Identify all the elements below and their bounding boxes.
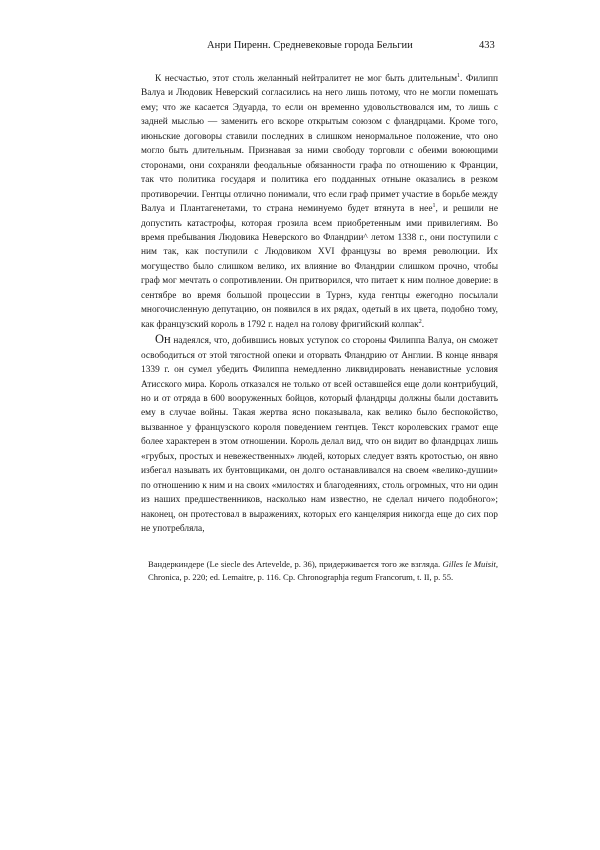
paragraph-2 bbox=[141, 332, 498, 536]
paragraph-1-text-d: . bbox=[421, 319, 425, 330]
paragraph-1-text-c: , и решили не допустить катастрофы, которая грозила всем приобретенным ими привилегиям. Во время пребывания Людовика Неверского во Фландрии^ летом 1338 г., они поступили с ним так, как поступили с Людовиком XVI французы во время революции. Их могущество было слишком велико, их влияние во Фландрии слишком прочно, чтобы граф мог мечтать о сопротивлении. Он притворился, что питает к ним полное доверие: в сентябре во время большой процессии в Турнэ, куда гентцы ежегодно посылали многочисленную депутацию, он появился в их рядах, одетый в их цвета, подобно тому, как французский король в 1792 г. надел на голову фригийский колпак bbox=[141, 204, 498, 330]
main-text bbox=[141, 72, 498, 537]
footnote-ref-1: 1 bbox=[457, 72, 461, 79]
paragraph-1 bbox=[141, 72, 498, 332]
footnote-ref-3: 2 bbox=[418, 318, 422, 325]
footnote bbox=[148, 558, 498, 584]
footnote-ref-2: 1 bbox=[432, 202, 436, 209]
page-number: 433 bbox=[479, 40, 495, 51]
footnote-italic: Gilles le Muisit, bbox=[442, 559, 499, 569]
footnote-text-a: Вандеркиндере (Le siecle des Artevelde, p. 36), придерживается того же взгляда. bbox=[148, 559, 443, 569]
paragraph-2-text: надеялся, что, добившись новых уступок со стороны Филиппа Валуа, он сможет освободиться от этой тягостной опеки и оторвать Фландрию от Англии. В конце января 1339 г. он сумел убедить Филиппа немедленно ликвидировать ненавистные условия Атисского мира. Король отказался не только от всей оставшейся еще доли контрибуций, но и от отряда в 600 вооруженных бойцов, который фландрцы должны были доставить ему в случае войны. Такая жертва ясно показывала, как велико было беспокойство, вызванное у французского короля поведением гентцев. Текст королевских грамот еще более характерен в этом отношении. Король делал вид, что он видит во фландрцах лишь «грубых, простых и невежественных» людей, которых следует взять кротостью, он явно избегал называть их бунтовщиками, он долго останавливался на своем «велико-душии» по отношению к ним и на своих «милостях и благодеяниях, столь огромных, что ни один из наших предшественников, насколько нам известно, не сделал ничего подобного»; наконец, он протестовал в выражениях, которых его канцелярия никогда еще до сих пор не употребляла, bbox=[141, 336, 498, 535]
paragraph-1-text-b: . Филипп Валуа и Людовик Неверский согласились на него лишь потому, что не могли помешать ему; что же касается Эдуарда, то если он временно удовольствовался им, то лишь с задней мыслью — заменить его вскоре открытым союзом с фландрцами. Кроме того, июньские договоры ставили последних в слишком ненормальное положение, что оно могло быть длительным. Признавая за ними свободу торговли с обеими воюющими сторонами, они сохраняли феодальные обязанности графа по отношению к Франции, так что политика государя и политика его подданных отныне оказались в резком противоречии. Гентцы отлично понимали, что если граф примет участие в борьбе между Валуа и Плантагенетами, то страна неминуемо будет втянута в нее bbox=[141, 74, 498, 215]
paragraph-1-text-a: К несчастью, этот столь желанный нейтралитет не мог быть длительным bbox=[155, 74, 458, 84]
running-title: Анри Пиренн. Средневековые города Бельгии bbox=[207, 40, 413, 51]
running-header bbox=[0, 38, 600, 54]
footnote-text-b: Chronica, p. 220; ed. Lemaitre, p. 116. Ср. Chronographja regum Francorum, t. II, p. 55. bbox=[148, 572, 454, 582]
paragraph-2-lead: Он bbox=[155, 332, 171, 347]
